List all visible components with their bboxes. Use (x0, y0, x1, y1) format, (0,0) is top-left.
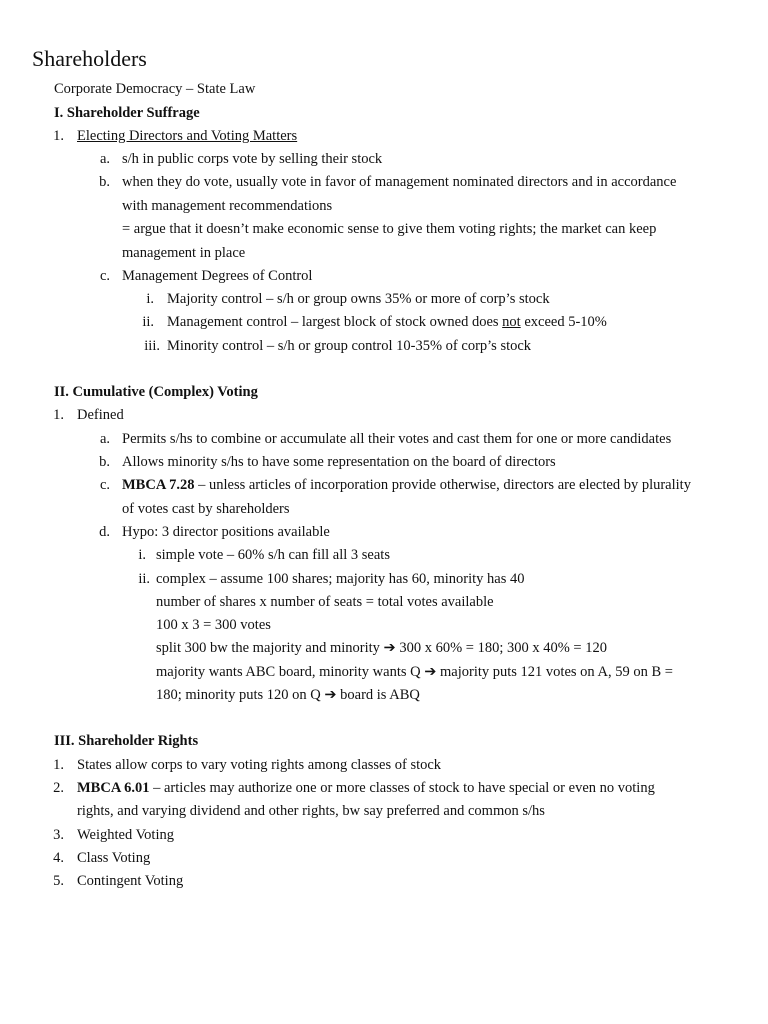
list-item (167, 311, 607, 334)
list-item: Defined (77, 407, 124, 423)
item-text: – unless articles of incorporation provide otherwise, directors are elected by plurality (194, 477, 691, 493)
list-item-continuation: rights, and varying dividend and other rights, bw say preferred and common s/hs (77, 803, 545, 819)
list-item (122, 474, 691, 497)
list-item: complex – assume 100 shares; majority has 60, minority has 40 (156, 571, 525, 587)
list-marker: 1. (53, 757, 64, 773)
list-item: Weighted Voting (77, 827, 174, 843)
underlined-word: not (502, 314, 521, 330)
list-marker: b. (99, 454, 110, 470)
list-item-continuation: management in place (122, 245, 246, 261)
list-marker: b. (99, 174, 110, 190)
list-item-continuation: 180; minority puts 120 on Q ➔ board is ABQ (156, 687, 420, 703)
list-item-continuation: majority wants ABC board, minority wants Q ➔ majority puts 121 votes on A, 59 on B = (156, 664, 673, 680)
list-marker: i. (146, 291, 154, 307)
list-item: Electing Directors and Voting Matters (77, 128, 298, 144)
section-heading-cumulative-voting: II. Cumulative (Complex) Voting (54, 384, 258, 400)
list-marker: ii. (142, 314, 154, 330)
list-marker: 5. (53, 873, 64, 889)
list-item-continuation: = argue that it doesn’t make economic sense to give them voting rights; the market can keep (122, 221, 657, 237)
list-marker: a. (99, 431, 110, 447)
list-item: Permits s/hs to combine or accumulate all their votes and cast them for one or more candidates (122, 431, 672, 447)
statute-reference: MBCA 6.01 (77, 780, 150, 796)
statute-reference: MBCA 7.28 (122, 477, 195, 493)
list-marker: 1. (53, 407, 64, 423)
list-marker: 1. (53, 128, 64, 144)
list-marker: i. (138, 547, 146, 563)
list-item (77, 777, 655, 800)
list-marker: d. (99, 524, 110, 540)
list-marker: c. (99, 268, 110, 284)
list-marker: 2. (53, 780, 64, 796)
list-item-continuation: split 300 bw the majority and minority ➔ 300 x 60% = 180; 300 x 40% = 120 (156, 640, 607, 656)
item-text: – articles may authorize one or more classes of stock to have special or even no voting (149, 780, 655, 796)
list-marker: iii. (144, 338, 160, 354)
list-marker: 3. (53, 827, 64, 843)
list-item-continuation: of votes cast by shareholders (122, 501, 290, 517)
item-text: Management control – largest block of stock owned does (167, 314, 503, 330)
list-marker: a. (99, 151, 110, 167)
list-item-continuation: number of shares x number of seats = total votes available (156, 594, 494, 610)
list-marker: c. (99, 477, 110, 493)
list-item: Management Degrees of Control (122, 268, 313, 284)
list-item: simple vote – 60% s/h can fill all 3 seats (156, 547, 390, 563)
list-marker: 4. (53, 850, 64, 866)
section-heading-shareholder-suffrage: I. Shareholder Suffrage (54, 105, 200, 121)
document-subtitle: Corporate Democracy – State Law (54, 81, 256, 97)
list-marker: ii. (138, 571, 150, 587)
list-item: Hypo: 3 director positions available (122, 524, 330, 540)
list-item: Contingent Voting (77, 873, 184, 889)
section-heading-shareholder-rights: III. Shareholder Rights (54, 733, 199, 749)
list-item: s/h in public corps vote by selling their stock (122, 151, 383, 167)
list-item: Minority control – s/h or group control 10-35% of corp’s stock (167, 338, 532, 354)
page-title: Shareholders (32, 46, 147, 71)
item-text: exceed 5-10% (520, 314, 607, 330)
list-item: Allows minority s/hs to have some representation on the board of directors (122, 454, 556, 470)
list-item-continuation: 100 x 3 = 300 votes (156, 617, 271, 633)
list-item: States allow corps to vary voting rights among classes of stock (77, 757, 442, 773)
list-item: when they do vote, usually vote in favor of management nominated directors and in accordance (122, 174, 677, 190)
list-item: Class Voting (77, 850, 151, 866)
list-item-continuation: with management recommendations (122, 198, 333, 214)
list-item: Majority control – s/h or group owns 35% or more of corp’s stock (167, 291, 550, 307)
